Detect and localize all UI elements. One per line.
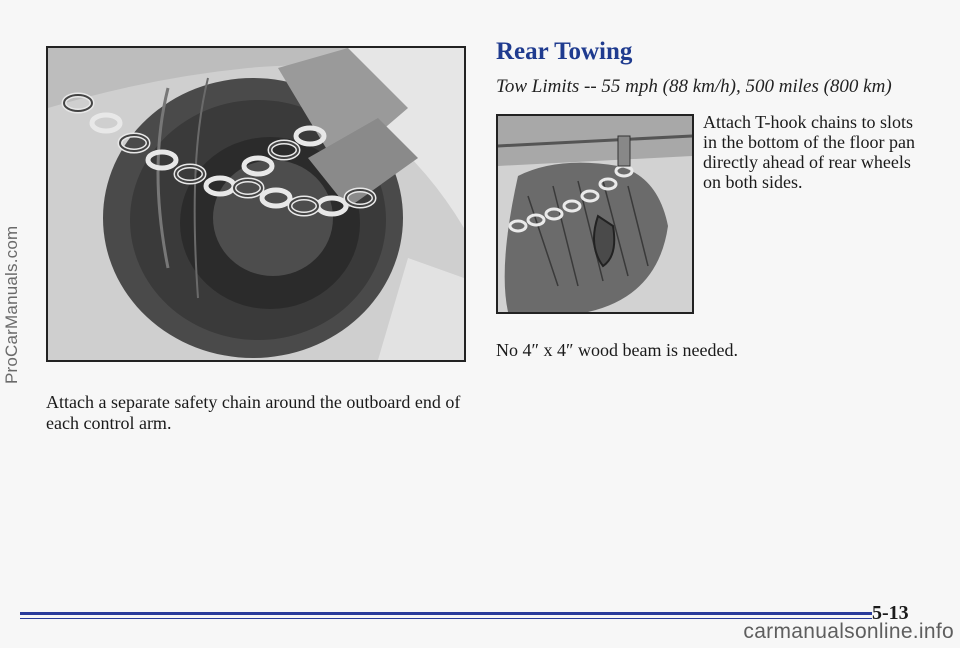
tow-limits: Tow Limits -- 55 mph (88 km/h), 500 miles (800 km) bbox=[496, 76, 892, 97]
t-hook-instruction: Attach T-hook chains to slots in the bottom of the floor pan directly ahead of rear wheels on both sides. bbox=[703, 112, 915, 192]
left-figure-caption: Attach a separate safety chain around the outboard end of each control arm. bbox=[46, 392, 461, 433]
t-hook-drawing bbox=[498, 116, 692, 312]
footer-rule bbox=[20, 612, 872, 619]
page-number: 5-13 bbox=[872, 602, 909, 624]
bottom-watermark: carmanualsonline.info bbox=[743, 620, 954, 643]
t-hook-chain-illustration bbox=[496, 114, 694, 314]
side-watermark: ProCarManuals.com bbox=[2, 225, 21, 385]
wheel-chain-illustration bbox=[46, 46, 466, 362]
wheel-chain-drawing bbox=[48, 48, 464, 360]
footer-rule-thin bbox=[20, 618, 872, 619]
section-heading: Rear Towing bbox=[496, 38, 633, 65]
footer-rule-thick bbox=[20, 612, 872, 615]
wood-beam-note: No 4″ x 4″ wood beam is needed. bbox=[496, 340, 738, 360]
